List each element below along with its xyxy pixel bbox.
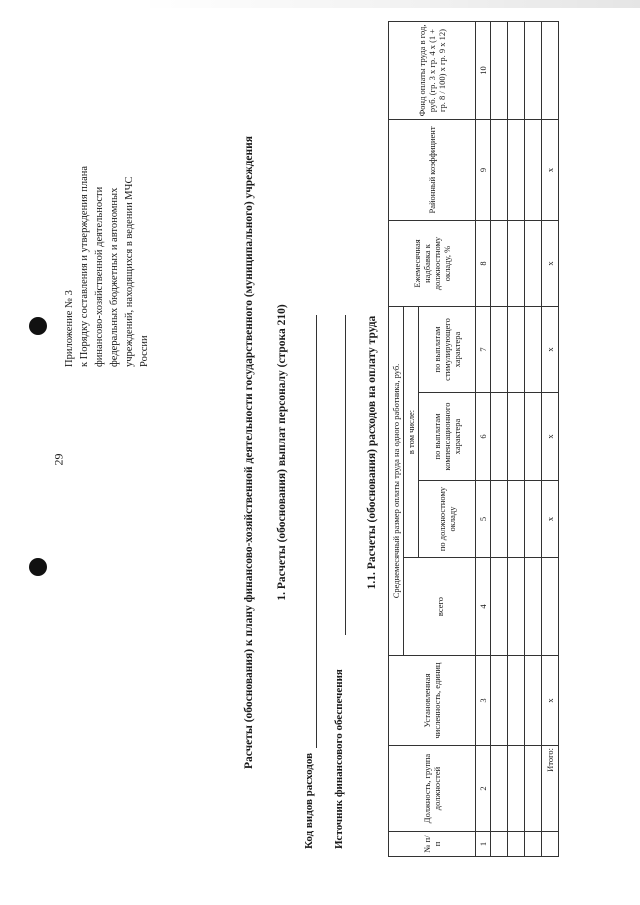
column-number: 3 [476,656,491,746]
table-cell[interactable] [508,21,525,119]
payroll-table [388,21,559,857]
table-cell[interactable] [491,306,508,392]
column-number: 6 [476,393,491,481]
table-cell[interactable] [525,220,542,306]
column-numbers-row [476,21,491,856]
total-label: Итого: [542,746,559,832]
header-salary: по должностному окладу [419,481,476,558]
column-number: 5 [476,481,491,558]
table-cell[interactable] [508,306,525,392]
page-number: 29 [51,453,66,466]
header-avg-salary: Среднемесячный размер оплаты труда на одного работника, руб. [389,306,404,655]
table-cell[interactable] [491,558,508,656]
annex-line: учреждений, находящихся в ведении МЧС [124,176,135,367]
header-position: Должность, группа должностей [389,746,476,832]
funding-source-field[interactable] [345,315,346,635]
table-cell[interactable] [508,558,525,656]
table-cell[interactable] [525,656,542,746]
annex-line: России [139,335,150,367]
table-cell[interactable] [508,220,525,306]
column-number: 9 [476,119,491,220]
table-cell[interactable] [491,21,508,119]
x-mark: х [542,220,559,306]
table-row [525,21,542,856]
column-number: 8 [476,220,491,306]
table-row [491,21,508,856]
table-cell[interactable] [525,746,542,832]
annex-line: федеральных бюджетных и автономных [109,187,120,367]
x-mark: х [542,393,559,481]
table-cell[interactable] [508,119,525,220]
header-staff: Установленная численность, единиц [389,656,476,746]
table-cell[interactable] [525,119,542,220]
table-cell[interactable] [491,746,508,832]
table-cell[interactable] [525,306,542,392]
header-fund: Фонд оплаты труда в год, руб. (гр. 3 х гр. 4 х (1 + гр. 8 / 100) х гр. 9 х 12) [389,21,476,119]
header-region: Районный коэффициент [389,119,476,220]
header-stimulating: по выплатам стимулирующего характера [419,306,476,392]
table-cell[interactable] [542,21,559,119]
table-cell[interactable] [525,832,542,857]
x-mark: х [542,656,559,746]
column-number: 10 [476,21,491,119]
total-row [542,21,559,856]
column-number: 4 [476,558,491,656]
table-cell[interactable] [491,832,508,857]
table-cell[interactable] [491,119,508,220]
main-title: Расчеты (обоснования) к плану финансово-хозяйственной деятельности государственного (муниципального) учреждения [243,135,255,770]
table-cell[interactable] [508,832,525,857]
table-cell[interactable] [491,220,508,306]
header-compensation: по выплатам компенсационного характера [419,393,476,481]
table-cell[interactable] [491,481,508,558]
expense-code-label: Код видов расходов [303,752,315,849]
header-including: в том числе: [404,306,419,557]
table-cell[interactable] [525,558,542,656]
funding-source-label: Источник финансового обеспечения [333,669,345,849]
header-total: всего [404,558,476,656]
table-title: 1.1. Расчеты (обоснования) расходов на оплату труда [366,315,378,590]
column-number: 1 [476,832,491,857]
table-cell[interactable] [491,393,508,481]
x-mark: х [542,306,559,392]
x-mark: х [542,119,559,220]
table-cell [542,832,559,857]
table-cell[interactable] [508,746,525,832]
table-cell[interactable] [508,481,525,558]
table-cell[interactable] [525,393,542,481]
annex-line: к Порядку составления и утверждения плана [79,165,90,367]
header-bonus: Ежемесячная надбавка к должностному окладу, % [389,220,476,306]
annex-block [62,67,152,367]
table-cell[interactable] [491,656,508,746]
table-cell[interactable] [508,656,525,746]
table-cell[interactable] [542,558,559,656]
x-mark: х [542,481,559,558]
table-cell[interactable] [525,481,542,558]
column-number: 2 [476,746,491,832]
section-title: 1. Расчеты (обоснования) выплат персоналу (строка 210) [276,304,288,601]
header-num: № п/п [389,832,476,857]
table-cell[interactable] [508,393,525,481]
expense-code-field[interactable] [316,315,317,748]
table-row [508,21,525,856]
annex-line: Приложение № 3 [64,290,75,367]
annex-line: финансово-хозяйственной деятельности [94,186,105,367]
column-number: 7 [476,306,491,392]
table-cell[interactable] [525,21,542,119]
